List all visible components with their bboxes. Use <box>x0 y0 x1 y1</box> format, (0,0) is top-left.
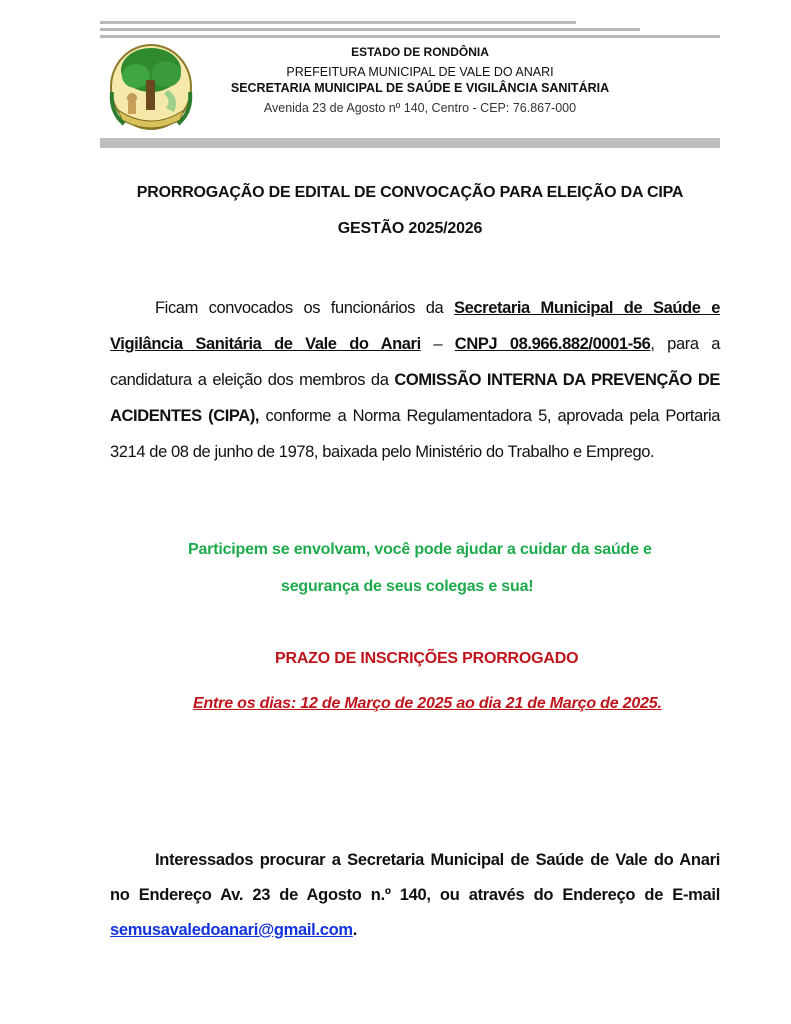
header-prefecture: PREFEITURA MUNICIPAL DE VALE DO ANARI <box>286 65 554 79</box>
document-title-line-2: GESTÃO 2025/2026 <box>337 220 483 237</box>
contact-paragraph <box>110 843 720 948</box>
contact-end: . <box>352 921 358 939</box>
body-text-1: Ficam convocados os funcionários da <box>155 299 455 317</box>
call-to-action-line-1: Participem se envolvam, você pode ajudar a cuidar da saúde e <box>188 541 652 558</box>
header-rule-3 <box>100 35 720 38</box>
commission-name: COMISSÃO INTERNA DA PREVENÇÃO DE ACIDENTES (CIPA), <box>110 371 720 425</box>
body-text-2: – <box>420 335 455 353</box>
header-address: Avenida 23 de Agosto nº 140, Centro - CEP: 76.867-000 <box>263 101 577 115</box>
contact-text: Interessados procurar a Secretaria Municipal de Saúde de Vale do Anari no Endereço Av. 23 de Agosto n.º 140, ou através do Endereço de E-mail <box>110 851 720 904</box>
header-rule-1 <box>100 21 576 24</box>
header-secretariat: SECRETARIA MUNICIPAL DE SAÚDE E VIGILÂNCIA SANITÁRIA <box>230 81 610 95</box>
body-text-3: , para a candidatura a eleição dos membros da <box>110 335 720 389</box>
header-rule-2 <box>100 28 640 31</box>
deadline-dates: Entre os dias: 12 de Março de 2025 ao dia 21 de Março de 2025. <box>193 695 662 712</box>
header-state: ESTADO DE RONDÔNIA <box>351 45 489 59</box>
document-title-line-1: PRORROGAÇÃO DE EDITAL DE CONVOCAÇÃO PARA ELEIÇÃO DA CIPA <box>136 184 684 201</box>
body-text-4: conforme a Norma Regulamentadora 5, aprovada pela Portaria 3214 de 08 de junho de 1978, baixada pelo Ministério do Trabalho e Emprego. <box>110 407 720 461</box>
municipal-coat-of-arms-icon <box>108 40 194 132</box>
call-to-action-line-2: segurança de seus colegas e sua! <box>281 578 534 595</box>
secretariat-name: Secretaria Municipal de Saúde e Vigilância Sanitária de Vale do Anari <box>110 299 721 353</box>
header-bottom-rule <box>100 138 720 148</box>
email-link[interactable]: semusavaledoanari@gmail.com <box>110 921 353 939</box>
deadline-heading: PRAZO DE INSCRIÇÕES PRORROGADO <box>275 650 579 667</box>
convocation-paragraph <box>110 290 720 470</box>
cnpj: CNPJ 08.966.882/0001-56 <box>454 335 651 353</box>
